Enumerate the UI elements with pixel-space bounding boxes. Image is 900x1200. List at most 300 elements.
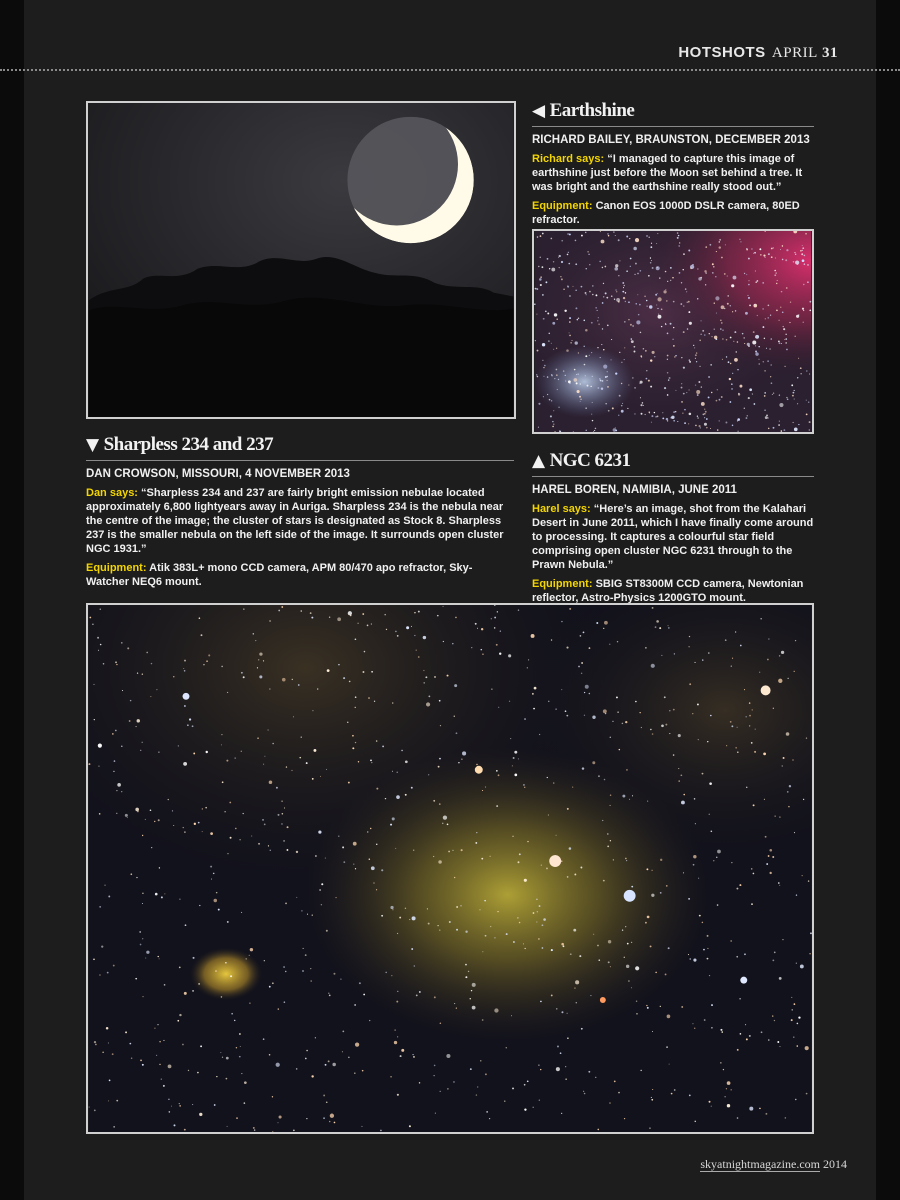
star bbox=[306, 1118, 307, 1119]
star bbox=[624, 1118, 625, 1119]
star bbox=[168, 1065, 172, 1069]
star bbox=[781, 343, 782, 344]
star bbox=[557, 389, 558, 390]
star bbox=[774, 270, 776, 272]
star bbox=[705, 246, 707, 248]
star bbox=[681, 801, 685, 805]
star bbox=[779, 977, 782, 980]
star bbox=[768, 428, 770, 430]
star bbox=[244, 1102, 246, 1104]
star bbox=[634, 346, 636, 348]
star bbox=[777, 280, 778, 281]
star bbox=[465, 976, 467, 978]
star bbox=[391, 975, 392, 976]
star bbox=[456, 906, 458, 908]
star bbox=[263, 660, 264, 661]
star bbox=[658, 314, 659, 315]
star bbox=[409, 1125, 411, 1127]
star bbox=[397, 635, 399, 637]
star bbox=[695, 823, 696, 824]
star bbox=[371, 671, 373, 673]
star bbox=[630, 258, 632, 260]
star bbox=[768, 1039, 770, 1041]
star bbox=[732, 425, 734, 427]
star bbox=[199, 1113, 202, 1116]
star bbox=[490, 856, 491, 857]
star bbox=[607, 845, 609, 847]
star bbox=[136, 877, 137, 878]
star bbox=[806, 1093, 808, 1095]
star bbox=[602, 328, 603, 329]
star bbox=[578, 317, 580, 319]
star bbox=[547, 777, 548, 778]
star bbox=[790, 302, 791, 303]
star bbox=[803, 322, 804, 323]
star bbox=[301, 736, 302, 737]
star bbox=[580, 867, 582, 869]
star bbox=[182, 1044, 184, 1046]
star bbox=[705, 284, 706, 285]
star bbox=[112, 733, 114, 735]
star bbox=[358, 761, 359, 762]
star bbox=[708, 652, 709, 653]
star bbox=[721, 322, 722, 323]
star bbox=[327, 669, 330, 672]
star bbox=[465, 964, 467, 966]
star bbox=[794, 398, 795, 399]
star bbox=[717, 389, 718, 390]
star bbox=[349, 681, 351, 683]
star bbox=[762, 308, 763, 309]
star bbox=[645, 414, 646, 415]
star bbox=[125, 814, 128, 817]
star bbox=[568, 263, 570, 265]
star bbox=[794, 252, 795, 253]
star bbox=[352, 735, 354, 737]
star bbox=[717, 850, 721, 854]
star bbox=[392, 817, 395, 820]
star bbox=[768, 253, 770, 255]
sharpless-says-text: “Sharpless 234 and 237 are fairly bright emission nebulae located approximately 6,800 lightyears away in Auriga. Sharpless 234 is the nebula near the centre of the image; the cluster of stars is designated as Stock 8. Sharpless 237 is the smaller nebula on the left side of the image. It surrounds open cluster NGC 1931.” bbox=[86, 487, 504, 555]
star bbox=[214, 899, 217, 902]
star bbox=[142, 673, 143, 674]
star bbox=[748, 258, 750, 260]
star bbox=[225, 962, 227, 964]
star bbox=[766, 863, 768, 865]
star bbox=[661, 724, 664, 727]
star bbox=[113, 1126, 115, 1128]
star bbox=[804, 255, 806, 257]
star bbox=[510, 738, 511, 739]
star bbox=[574, 987, 575, 988]
sharpless-says-label: Dan says: bbox=[86, 487, 138, 499]
star bbox=[490, 926, 491, 927]
earthshine-heading bbox=[532, 100, 814, 127]
star bbox=[533, 1107, 534, 1108]
star bbox=[565, 1066, 566, 1067]
star bbox=[202, 831, 203, 832]
star bbox=[523, 943, 524, 944]
star bbox=[585, 375, 586, 376]
star bbox=[601, 388, 603, 390]
star bbox=[262, 819, 264, 821]
star bbox=[568, 252, 569, 253]
star bbox=[184, 1129, 186, 1131]
star bbox=[732, 311, 733, 312]
star bbox=[679, 780, 680, 781]
star bbox=[632, 325, 634, 327]
star bbox=[343, 677, 345, 679]
star bbox=[649, 237, 650, 238]
star bbox=[569, 295, 571, 297]
star bbox=[619, 749, 620, 750]
star bbox=[693, 959, 696, 962]
star bbox=[159, 867, 160, 868]
star bbox=[211, 879, 212, 880]
star bbox=[553, 261, 554, 262]
star bbox=[782, 939, 783, 940]
section-name: HOTSHOTS bbox=[678, 44, 766, 61]
star bbox=[574, 378, 578, 382]
star bbox=[328, 1060, 330, 1062]
star bbox=[746, 716, 747, 717]
star bbox=[806, 400, 807, 401]
star bbox=[287, 849, 289, 851]
sharpless-title: Sharpless 234 and 237 bbox=[103, 434, 274, 455]
star bbox=[764, 338, 765, 339]
star bbox=[666, 885, 668, 887]
star bbox=[567, 876, 569, 878]
star bbox=[640, 381, 643, 384]
star bbox=[584, 715, 585, 716]
star bbox=[183, 668, 184, 669]
star bbox=[694, 1028, 695, 1029]
star bbox=[652, 1089, 653, 1090]
star bbox=[670, 280, 671, 281]
star bbox=[452, 850, 453, 851]
star bbox=[545, 310, 547, 312]
star bbox=[585, 232, 587, 234]
page-footer bbox=[700, 1157, 847, 1172]
star bbox=[672, 339, 673, 340]
star bbox=[276, 787, 278, 789]
star bbox=[731, 388, 733, 390]
star bbox=[698, 381, 700, 383]
star bbox=[244, 1081, 247, 1084]
star bbox=[193, 753, 195, 755]
star bbox=[578, 666, 580, 668]
star bbox=[793, 261, 795, 263]
star bbox=[194, 823, 196, 825]
star bbox=[353, 842, 357, 846]
star bbox=[494, 937, 495, 938]
star bbox=[634, 274, 635, 275]
star bbox=[460, 905, 462, 907]
star bbox=[704, 409, 705, 410]
star bbox=[569, 317, 571, 319]
star bbox=[597, 310, 598, 311]
star bbox=[187, 724, 189, 726]
ngc6231-image bbox=[534, 231, 812, 432]
star bbox=[696, 352, 697, 353]
star bbox=[257, 667, 258, 668]
star bbox=[355, 638, 357, 640]
star bbox=[704, 270, 706, 272]
star bbox=[178, 745, 179, 746]
star bbox=[480, 1060, 481, 1061]
star bbox=[703, 413, 705, 415]
star bbox=[506, 1047, 507, 1048]
star bbox=[655, 294, 657, 296]
earthshine-credit: RICHARD BAILEY, BRAUNSTON, DECEMBER 2013 bbox=[532, 134, 810, 146]
star bbox=[310, 980, 311, 981]
star bbox=[242, 813, 243, 814]
star bbox=[630, 266, 631, 267]
star bbox=[729, 401, 731, 403]
star bbox=[500, 630, 501, 631]
star bbox=[649, 1128, 650, 1129]
star bbox=[738, 393, 740, 395]
star bbox=[773, 392, 774, 393]
star bbox=[603, 296, 604, 297]
star bbox=[355, 696, 357, 698]
star bbox=[806, 370, 807, 371]
star bbox=[770, 376, 771, 377]
star bbox=[536, 921, 537, 922]
star bbox=[657, 233, 658, 234]
star bbox=[670, 267, 672, 269]
star bbox=[695, 425, 697, 427]
star bbox=[631, 942, 632, 943]
star bbox=[205, 807, 207, 809]
star bbox=[796, 1045, 798, 1047]
star bbox=[765, 1113, 767, 1115]
star bbox=[641, 413, 643, 415]
star bbox=[556, 835, 557, 836]
star bbox=[509, 701, 510, 702]
star bbox=[807, 264, 809, 266]
star bbox=[201, 634, 203, 636]
star bbox=[681, 1006, 683, 1008]
star bbox=[712, 272, 714, 274]
star bbox=[163, 1040, 164, 1041]
star bbox=[631, 340, 634, 343]
star bbox=[683, 794, 685, 796]
star bbox=[542, 343, 545, 346]
star bbox=[614, 1081, 616, 1083]
star bbox=[716, 857, 717, 858]
star bbox=[642, 402, 644, 404]
star bbox=[220, 1052, 221, 1053]
star bbox=[746, 1038, 748, 1040]
star bbox=[390, 906, 393, 909]
star bbox=[584, 364, 586, 366]
star bbox=[447, 824, 449, 826]
star bbox=[543, 918, 546, 921]
star bbox=[536, 899, 537, 900]
star bbox=[633, 247, 637, 251]
star bbox=[534, 304, 535, 305]
star bbox=[561, 943, 564, 946]
star bbox=[597, 320, 598, 321]
star bbox=[656, 243, 657, 244]
star bbox=[736, 956, 738, 958]
star bbox=[566, 349, 569, 352]
star bbox=[486, 1111, 488, 1113]
footer-url[interactable]: skyatnightmagazine.com bbox=[700, 1157, 820, 1171]
star bbox=[301, 910, 302, 911]
star bbox=[759, 672, 760, 673]
star bbox=[447, 675, 449, 677]
star bbox=[746, 274, 747, 275]
star bbox=[611, 359, 612, 360]
star bbox=[179, 1105, 181, 1107]
star bbox=[382, 746, 384, 748]
star bbox=[669, 710, 670, 711]
star bbox=[784, 339, 785, 340]
star bbox=[709, 814, 710, 815]
star bbox=[518, 758, 519, 759]
star bbox=[763, 361, 764, 362]
star bbox=[651, 260, 652, 261]
star bbox=[603, 349, 604, 350]
star bbox=[771, 364, 772, 365]
star bbox=[553, 782, 555, 784]
star bbox=[423, 670, 424, 671]
star bbox=[706, 427, 708, 429]
star bbox=[692, 1023, 693, 1024]
star bbox=[603, 628, 604, 629]
star bbox=[334, 1122, 336, 1124]
star bbox=[392, 702, 393, 703]
star bbox=[139, 931, 140, 932]
star bbox=[683, 306, 684, 307]
star bbox=[787, 791, 789, 793]
star bbox=[583, 632, 585, 634]
star bbox=[150, 809, 152, 811]
star bbox=[439, 700, 441, 702]
star bbox=[485, 1073, 487, 1075]
star bbox=[551, 374, 553, 376]
star bbox=[476, 1094, 477, 1095]
star bbox=[184, 670, 186, 672]
star bbox=[803, 799, 804, 800]
star bbox=[804, 263, 806, 265]
star bbox=[752, 393, 753, 394]
star bbox=[392, 909, 393, 910]
star bbox=[98, 765, 99, 766]
star bbox=[641, 727, 642, 728]
star bbox=[434, 996, 436, 998]
star bbox=[761, 1031, 763, 1033]
star bbox=[773, 708, 774, 709]
star bbox=[650, 386, 652, 388]
arrow-up-icon: ▲ bbox=[532, 451, 545, 471]
star bbox=[667, 359, 668, 360]
star bbox=[348, 611, 352, 615]
star bbox=[655, 416, 656, 417]
star bbox=[604, 621, 608, 625]
star bbox=[802, 247, 804, 249]
star bbox=[597, 945, 599, 947]
star bbox=[800, 373, 801, 374]
star bbox=[783, 328, 785, 330]
star bbox=[197, 1072, 199, 1074]
star bbox=[221, 666, 223, 668]
star bbox=[771, 256, 773, 258]
star bbox=[263, 1038, 265, 1040]
star bbox=[581, 1028, 583, 1030]
star bbox=[129, 1043, 131, 1045]
star bbox=[796, 963, 797, 964]
star bbox=[268, 845, 269, 846]
star bbox=[326, 1101, 328, 1103]
star bbox=[592, 716, 595, 719]
star bbox=[598, 317, 599, 318]
star bbox=[269, 688, 270, 689]
star bbox=[554, 378, 555, 379]
star bbox=[565, 381, 566, 382]
star bbox=[98, 650, 99, 651]
star bbox=[625, 301, 626, 302]
star bbox=[532, 693, 534, 695]
star bbox=[140, 944, 142, 946]
star bbox=[113, 771, 114, 772]
star bbox=[174, 1124, 176, 1126]
star bbox=[607, 233, 608, 234]
star bbox=[783, 326, 784, 327]
star bbox=[423, 636, 426, 639]
star bbox=[702, 922, 704, 924]
star bbox=[639, 712, 640, 713]
star bbox=[713, 860, 714, 861]
star bbox=[494, 627, 496, 629]
star bbox=[613, 428, 616, 431]
star bbox=[671, 1093, 673, 1095]
star bbox=[637, 273, 639, 275]
star bbox=[131, 1058, 132, 1059]
star bbox=[412, 916, 416, 920]
star bbox=[443, 815, 447, 819]
earthshine-title: Earthshine bbox=[549, 100, 635, 121]
star bbox=[376, 788, 378, 790]
star bbox=[214, 1104, 216, 1106]
star bbox=[596, 622, 598, 624]
star bbox=[518, 609, 519, 610]
star bbox=[263, 764, 264, 765]
star bbox=[779, 1046, 780, 1047]
star bbox=[269, 1054, 271, 1056]
star bbox=[535, 288, 537, 290]
star bbox=[343, 861, 345, 863]
star bbox=[638, 314, 640, 316]
star bbox=[272, 1096, 273, 1097]
star bbox=[454, 684, 457, 687]
star bbox=[279, 1115, 282, 1118]
star bbox=[361, 1126, 362, 1127]
bright-star bbox=[183, 693, 190, 700]
star bbox=[716, 313, 717, 314]
star bbox=[278, 814, 280, 816]
star bbox=[779, 421, 780, 422]
star bbox=[794, 671, 795, 672]
star bbox=[626, 270, 628, 272]
star bbox=[678, 734, 681, 737]
star bbox=[801, 253, 803, 255]
star bbox=[614, 267, 618, 271]
star bbox=[158, 956, 159, 957]
star bbox=[667, 355, 669, 357]
